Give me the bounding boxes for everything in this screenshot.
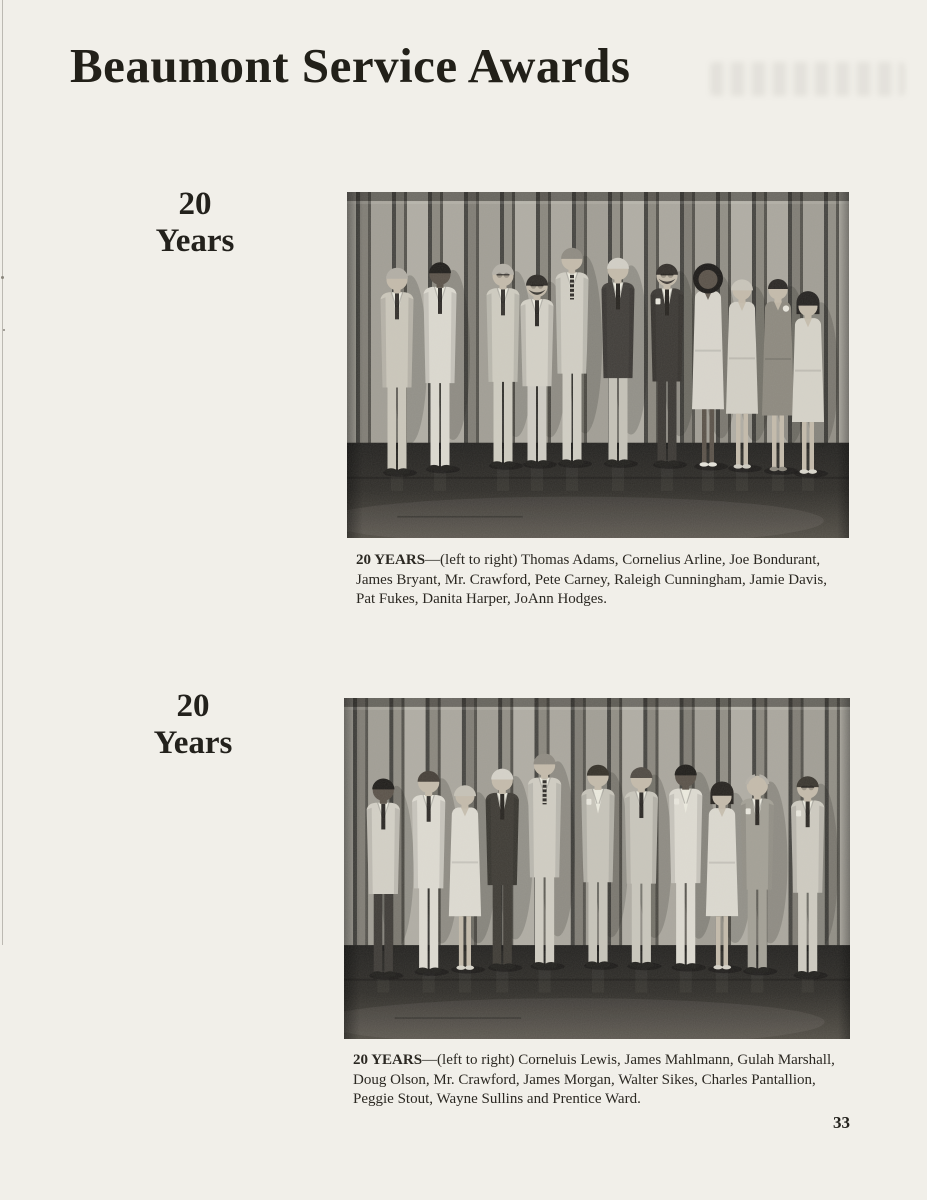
page-title: Beaumont Service Awards (70, 38, 631, 93)
caption-line: Peggie Stout, Wayne Sullins and Prentice Ward. (353, 1091, 641, 1107)
years-number: 20 (178, 186, 212, 222)
caption-text: —(left to right) Corneluis Lewis, James Mahlmann, Gulah Marshall, (422, 1052, 835, 1068)
caption-lead: 20 YEARS (353, 1052, 423, 1068)
photo-svg (344, 698, 850, 1039)
caption-line: Pat Fukes, Danita Harper, JoAnn Hodges. (356, 591, 608, 607)
caption-line (356, 551, 827, 571)
years-word: Years (155, 223, 235, 259)
photo-caption-2 (353, 1051, 835, 1110)
scan-speck (1, 276, 4, 279)
years-number: 20 (176, 688, 210, 724)
print-bleed-artifact (710, 62, 905, 96)
years-label-2 (138, 688, 248, 762)
caption-lead: 20 YEARS (356, 552, 426, 568)
group-photo-2 (344, 698, 850, 1039)
group-photo-1 (347, 192, 849, 538)
caption-text: —(left to right) Thomas Adams, Cornelius Arline, Joe Bondurant, (425, 552, 821, 568)
years-word: Years (153, 725, 233, 761)
photo-svg (347, 192, 849, 538)
page-number: 33 (833, 1113, 850, 1132)
years-label-1 (140, 186, 250, 260)
caption-line (353, 1051, 835, 1071)
caption-line: James Bryant, Mr. Crawford, Pete Carney, Raleigh Cunningham, Jamie Davis, (356, 571, 828, 588)
scan-edge-artifact (2, 0, 3, 945)
photo-caption-1 (356, 551, 827, 610)
caption-line: Doug Olson, Mr. Crawford, James Morgan, Walter Sikes, Charles Pantallion, (353, 1071, 816, 1088)
scan-speck (3, 329, 5, 331)
